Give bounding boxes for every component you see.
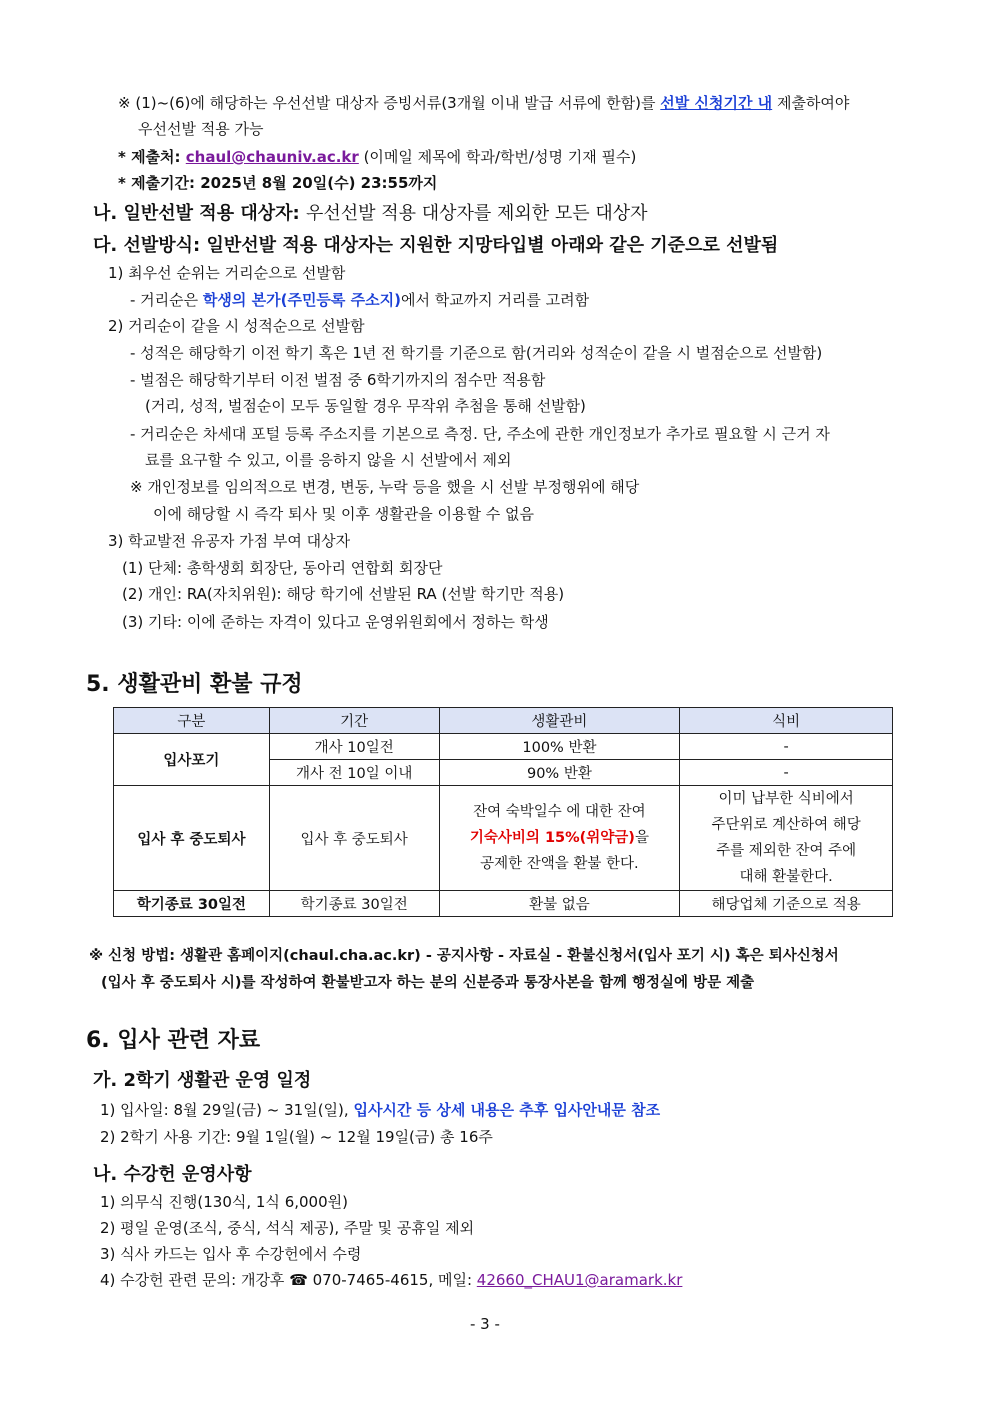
method-item-2c-cont: 료를 요구할 수 있고, 이를 응하지 않을 시 선발에서 제외 — [145, 451, 512, 469]
col-header-meal-fee: 식비 — [680, 708, 893, 734]
cell-line: 이미 납부한 식비에서 — [718, 791, 854, 807]
section6-title: 6. 입사 관련 자료 — [86, 1028, 261, 1053]
schedule-item-1-text: 1) 입사일: 8월 29일(금) ~ 31일(일), — [100, 1101, 354, 1119]
submit-to-note: (이메일 제목에 학과/학번/성명 기재 필수) — [358, 148, 637, 166]
application-period-highlight: 선발 신청기간 내 — [660, 94, 773, 112]
table-cell: 90% 반환 — [439, 760, 680, 786]
cafeteria-item-4 — [100, 1269, 682, 1290]
deadline-line: * 제출기간: 2025년 8월 20일(수) 23:55까지 — [118, 174, 438, 192]
refund-table — [113, 707, 893, 917]
submit-email-link[interactable]: chaul@chauniv.ac.kr — [185, 148, 359, 166]
general-selection-line — [93, 199, 648, 225]
cell-line: 공제한 잔액을 환불 한다. — [480, 856, 639, 872]
page-number: - 3 - — [470, 1315, 500, 1333]
table-cell: 개사 전 10일 이내 — [269, 760, 439, 786]
method-item-1a-pre: - 거리순은 — [130, 291, 203, 309]
general-selection-label: 나. 일반선발 적용 대상자: — [93, 203, 306, 224]
cell-line: 잔여 숙박일수 에 대한 잔여 — [473, 804, 646, 820]
method-item-3b: (2) 개인: RA(자치위원): 해당 학기에 선발된 RA (선발 학기만 적용) — [122, 585, 565, 603]
cell-line: 대해 환불한다. — [739, 869, 833, 885]
refund-application-note-2: (입사 후 중도퇴사 시)를 작성하여 환불받고자 하는 분의 신분증과 통장사본을 함께 행정실에 방문 제출 — [101, 975, 755, 991]
table-cell: - — [680, 734, 893, 760]
cell-text: 을 — [634, 830, 649, 846]
table-cell: 해당업체 기준으로 적용 — [680, 891, 893, 917]
move-in-info-highlight: 입사시간 등 상세 내용은 추후 입사안내문 참조 — [353, 1101, 661, 1119]
method-item-2: 2) 거리순이 같을 시 성적순으로 선발함 — [108, 317, 365, 335]
table-row — [114, 891, 893, 917]
cafeteria-item-1: 1) 의무식 진행(130식, 1식 6,000원) — [100, 1193, 348, 1211]
table-cell: 학기종료 30일전 — [269, 891, 439, 917]
method-item-1a-post: 에서 학교까지 거리를 고려함 — [400, 291, 590, 309]
general-selection-text: 우선선발 적용 대상자를 제외한 모든 대상자 — [305, 203, 648, 224]
table-header-row — [114, 708, 893, 734]
method-item-2d-cont: 이에 해당할 시 즉각 퇴사 및 이후 생활관을 이용할 수 없음 — [153, 505, 534, 523]
cafeteria-email-link[interactable]: 42660_CHAU1@aramark.kr — [476, 1271, 683, 1289]
table-cell: 환불 없음 — [439, 891, 680, 917]
col-header-period: 기간 — [269, 708, 439, 734]
table-cell: 입사 후 중도퇴사 — [269, 786, 439, 891]
method-item-1: 1) 최우선 순위는 거리순으로 선발함 — [108, 264, 346, 282]
priority-docs-text: ※ (1)~(6)에 해당하는 우선선발 대상자 증빙서류(3개월 이내 발급 서류에 한함)를 — [118, 94, 661, 112]
method-item-1a — [130, 289, 589, 310]
schedule-item-1 — [100, 1099, 660, 1120]
priority-docs-text-end: 제출하여야 — [772, 94, 850, 112]
section5-title: 5. 생활관비 환불 규정 — [86, 672, 303, 697]
method-item-2b: - 벌점은 해당학기부터 이전 벌점 중 6학기까지의 점수만 적용함 — [130, 371, 546, 389]
home-address-highlight: 학생의 본가(주민등록 주소지) — [202, 291, 401, 309]
cell-line — [440, 825, 680, 851]
penalty-highlight: 기숙사비의 15%(위약금) — [469, 830, 635, 846]
method-item-2b-cont: (거리, 성적, 벌점순이 모두 동일할 경우 무작위 추첨을 통해 선발함) — [145, 397, 586, 415]
schedule-subtitle: 가. 2학기 생활관 운영 일정 — [93, 1070, 312, 1091]
method-item-2c: - 거리순은 차세대 포털 등록 주소지를 기본으로 측정. 단, 주소에 관한 개인정보가 추가로 필요할 시 근거 자 — [130, 425, 830, 443]
cafeteria-item-3: 3) 식사 카드는 입사 후 수강헌에서 수령 — [100, 1245, 362, 1263]
selection-method-heading: 다. 선발방식: 일반선발 적용 대상자는 지원한 지망타입별 아래와 같은 기준으로 선발됨 — [93, 235, 779, 256]
row-cat-withdrawal: 입사 후 중도퇴사 — [114, 786, 270, 891]
cafeteria-contact-text: 4) 수강헌 관련 문의: 개강후 ☎ 070-7465-4615, 메일: — [100, 1271, 477, 1289]
priority-docs-note-line2: 우선선발 적용 가능 — [138, 120, 264, 138]
dorm-fee-withdrawal-cell — [439, 786, 680, 891]
submit-to-line — [118, 146, 636, 167]
row-cat-term-end: 학기종료 30일전 — [114, 891, 270, 917]
table-cell: 100% 반환 — [439, 734, 680, 760]
method-item-2d: ※ 개인정보를 임의적으로 변경, 변동, 누락 등을 했을 시 선발 부정행위에 해당 — [130, 478, 640, 496]
meal-fee-withdrawal-cell — [680, 786, 893, 891]
method-item-2a: - 성적은 해당학기 이전 학기 혹은 1년 전 학기를 기준으로 함(거리와 성적순이 같을 시 벌점순으로 선발함) — [130, 344, 823, 362]
table-cell: 개사 10일전 — [269, 734, 439, 760]
cafeteria-subtitle: 나. 수강헌 운영사항 — [93, 1164, 252, 1185]
col-header-dorm-fee: 생활관비 — [439, 708, 680, 734]
cell-line: 주를 제외한 잔여 주에 — [716, 843, 857, 859]
method-item-3a: (1) 단체: 총학생회 회장단, 동아리 연합회 회장단 — [122, 559, 443, 577]
method-item-3: 3) 학교발전 유공자 가점 부여 대상자 — [108, 532, 351, 550]
col-header-category: 구분 — [114, 708, 270, 734]
table-row — [114, 786, 893, 891]
cafeteria-item-2: 2) 평일 운영(조식, 중식, 석식 제공), 주말 및 공휴일 제외 — [100, 1219, 475, 1237]
priority-docs-note-line1 — [118, 92, 849, 113]
table-cell: - — [680, 760, 893, 786]
table-row — [114, 734, 893, 760]
schedule-item-2: 2) 2학기 사용 기간: 9월 1일(월) ~ 12월 19일(금) 총 16주 — [100, 1128, 493, 1146]
row-cat-cancel: 입사포기 — [114, 734, 270, 786]
method-item-3c: (3) 기타: 이에 준하는 자격이 있다고 운영위원회에서 정하는 학생 — [122, 613, 549, 631]
submit-to-label: * 제출처: — [118, 148, 186, 166]
refund-application-note-1: ※ 신청 방법: 생활관 홈페이지(chaul.cha.ac.kr) - 공지사항 - 자료실 - 환불신청서(입사 포기 시) 혹은 퇴사신청서 — [89, 948, 839, 964]
cell-line: 주단위로 계산하여 해당 — [711, 817, 861, 833]
